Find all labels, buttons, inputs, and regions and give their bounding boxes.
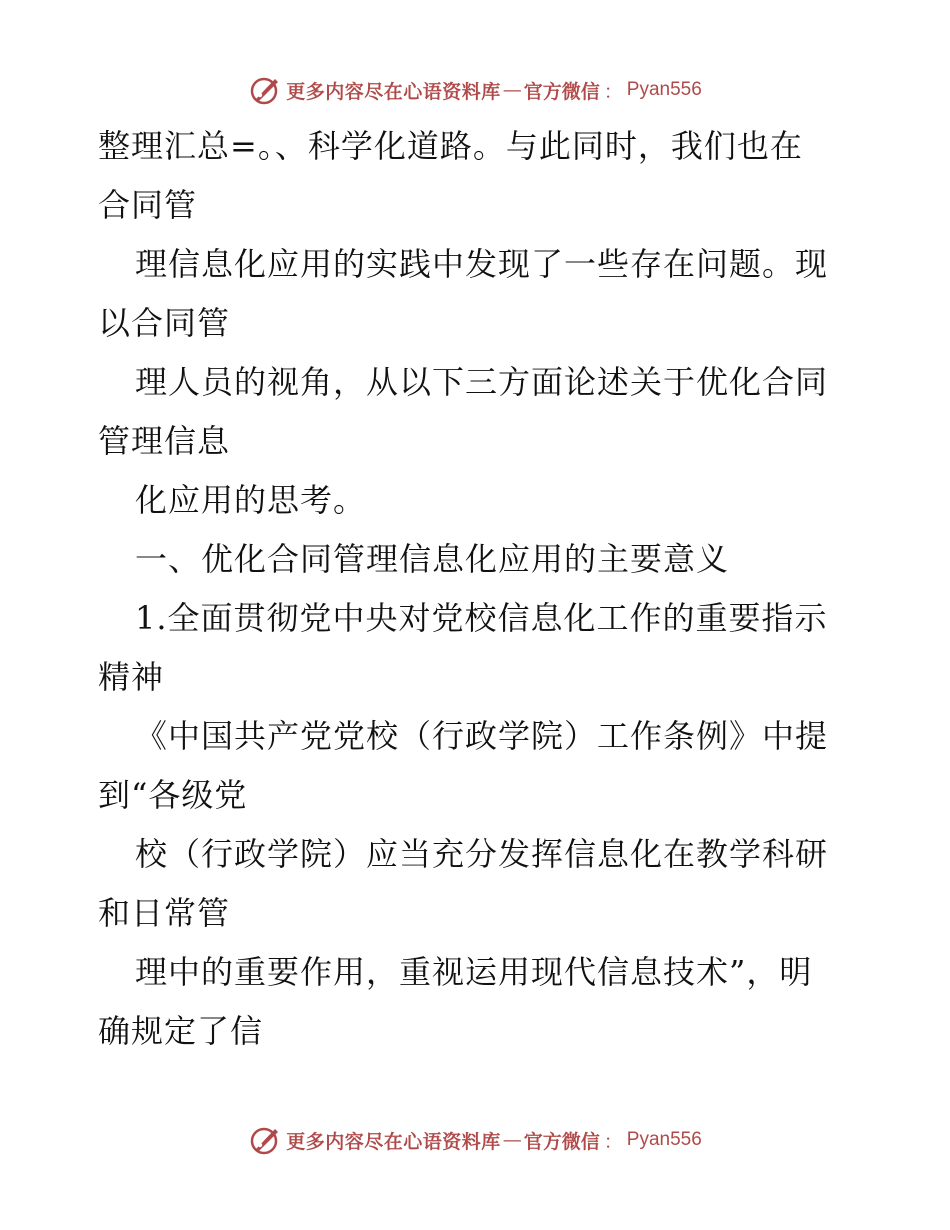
banner-brand-text: 更多内容尽在心语资料库 <box>286 80 501 103</box>
text-line: 合同管 <box>98 186 198 224</box>
banner-wechat-label: 官方微信 <box>523 1130 600 1153</box>
subsection-heading: 1.全面贯彻党中央对党校信息化工作的重要指示 <box>135 599 828 637</box>
text-line: 和日常管 <box>98 894 231 932</box>
text-line: 精神 <box>98 658 165 696</box>
text-line: 以合同管 <box>98 304 231 342</box>
text-line: 确规定了信 <box>98 1012 264 1050</box>
banner-brand-text: 更多内容尽在心语资料库 <box>286 1130 501 1153</box>
header-banner <box>0 70 950 110</box>
banner-wechat-id: Pyan556 <box>626 79 702 100</box>
banner-dash: — <box>502 1129 522 1151</box>
banner-colon: ： <box>603 80 623 103</box>
text-line: 理中的重要作用，重视运用现代信息技术”，明 <box>135 953 813 991</box>
text-line: 校（行政学院）应当充分发挥信息化在教学科研 <box>135 835 829 873</box>
text-line: 理信息化应用的实践中发现了一些存在问题。现 <box>135 245 829 283</box>
document-body <box>98 117 858 1061</box>
text-line: 化应用的思考。 <box>135 481 367 519</box>
text-line: 整理汇总=。、科学化道路。与此同时，我们也在 <box>98 127 803 165</box>
banner-dash: — <box>502 79 522 101</box>
banner-wechat-id: Pyan556 <box>626 1129 702 1150</box>
text-line: 到“各级党 <box>98 776 248 814</box>
pen-circle-logo-icon <box>248 1123 282 1157</box>
section-heading: 一、优化合同管理信息化应用的主要意义 <box>135 540 730 578</box>
banner-colon: ： <box>603 1130 623 1153</box>
banner-wechat-label: 官方微信 <box>523 80 600 103</box>
footer-banner <box>0 1120 950 1160</box>
text-line: 理人员的视角，从以下三方面论述关于优化合同 <box>135 363 829 401</box>
text-line: 管理信息 <box>98 422 231 460</box>
pen-circle-logo-icon <box>248 73 282 107</box>
text-line: 《中国共产党党校（行政学院）工作条例》中提 <box>135 717 829 755</box>
